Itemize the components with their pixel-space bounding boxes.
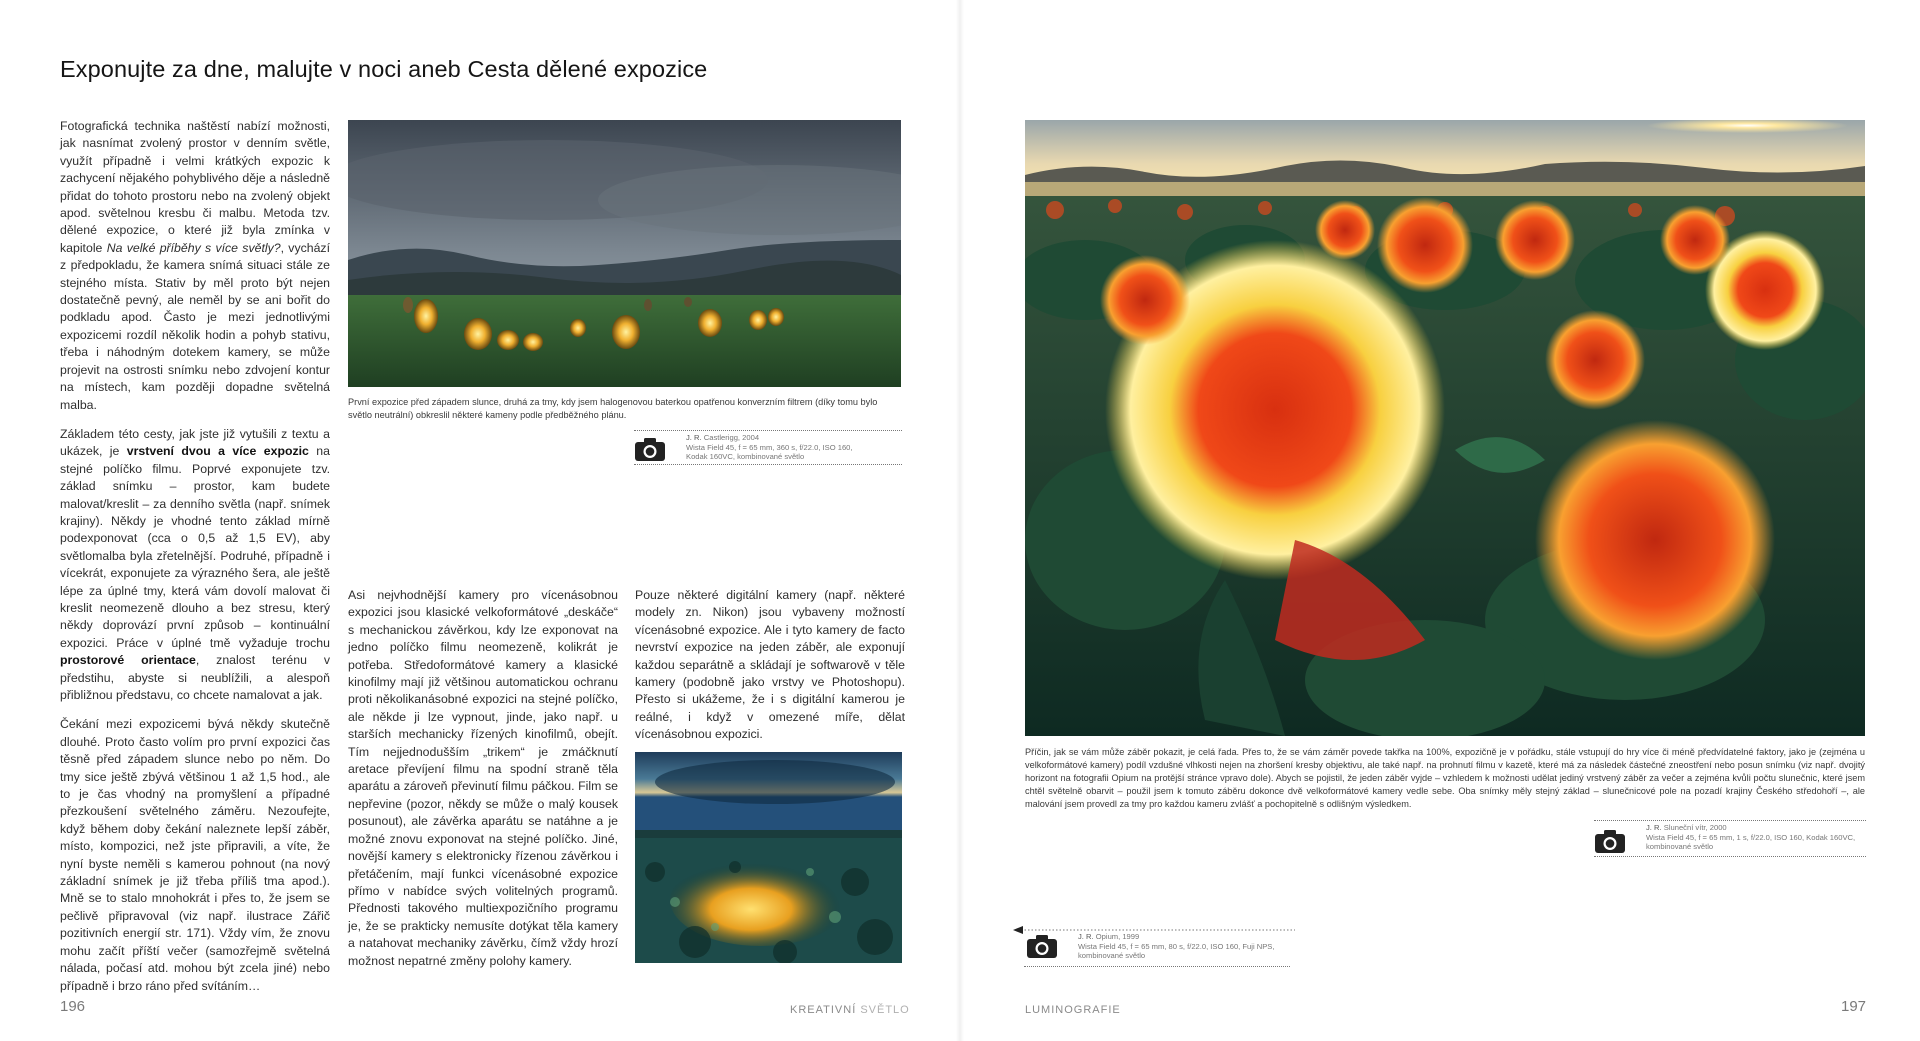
credit-title: Castlerigg, 2004 <box>703 433 760 442</box>
footer-word: KREATIVNÍ <box>790 1004 857 1016</box>
divider <box>1594 820 1866 821</box>
page-number-left: 196 <box>60 998 86 1015</box>
photo-sunflowers <box>1025 120 1865 736</box>
divider <box>1594 856 1866 857</box>
credit-settings: Wista Field 45, f = 65 mm, 80 s, f/22.0, ISO 160, Fuji NPS, <box>1078 941 1275 951</box>
credit-text <box>1078 932 1274 961</box>
footer-word: SVĚTLO <box>860 1004 910 1016</box>
italic-text: Na velké příběhy s více světly? <box>106 240 281 255</box>
bold-text: prostorové orientace <box>60 653 196 668</box>
text-run: Fotografická technika naštěstí nabízí možnosti, jak nasnímat zvolený prostor v denním světle, využít případně i velmi krátkých expozic k zachycení nějakého pohyblivého děje a následně přidat do tohoto prostoru nebo na zvolený objekt apod. světelnou kresbu či malbu. Metoda tzv. dělené expozice, o které již byla zmínka v kapitole <box>60 119 330 255</box>
page-number-right: 197 <box>1841 998 1867 1015</box>
credit-film: kombinované světlo <box>1078 951 1146 961</box>
credit-text <box>1646 823 1855 852</box>
photo-credit <box>1594 820 1866 860</box>
camera-icon <box>1594 828 1626 854</box>
text-column-3: Pouze některé digitální kamery (např. některé modely zn. Nikon) jsou vybaveny možností vícenásobné expozice. Ale i tyto kamery de facto nevrství expozice na jeden záběr, ale exponují každou separátně a skládají je softwarově v těle kamery (podobně jako vrstvy ve Photoshopu). Přesto si ukážeme, že i s digitální kamerou je reálné, i když v omezené míře, dělat vícenásobnou expozici. <box>635 588 905 742</box>
text-column-2: Asi nejvhodnější kamery pro vícenásobnou expozici jsou klasické velkoformátové „deskáče“ s mechanickou závěrkou, kdy lze exponovat na jedno políčko filmu neomezeně, kolikrát je potřeba. Středoformátové kamery a klasické kinofilmy mají již většinou automatickou ochranu proti několikanásobné expozici na stejné políčko, ale někde ji lze vypnout, jinde, jako např. u starších mechanicky řízených kinofilmů, obejít. Tím nejjednodušším „trikem“ je zmáčknutí aretace převíjení filmu na spodní straně těla aparátu a zároveň převinutí filmu páčkou. Film se nepřevine (pozor, někdy se může o malý kousek posunout), ale závěrka aparátu se natáhne a je možné znovu exponovat na stejné políčko. Jiné, novější kamery s elektronicky řízenou závěrkou i přetáčením, mají funkci vícenásobné expozice přímo v nabídce svých volitelných programů. Přednosti takového multiexpozičního programu je, že se prakticky nemusíte dotýkat těla kamery a natahovat mechaniky závěrku, čímž vždy hrozí možnost nepatrné změny polohy kamery. <box>348 588 618 968</box>
credit-author: J. R. <box>686 433 702 442</box>
credit-title: Opium, 1999 <box>1095 932 1140 941</box>
camera-icon <box>1026 933 1058 959</box>
text-run: Základem této cesty, jak jste již vytušili z textu a ukázek, je <box>60 426 330 459</box>
text-run: Čekání mezi expozicemi bývá někdy skutečně dlouhé. Proto často volím pro první expozici čas těsně před západem slunce nebo po něm. Do tmy sice ještě zbývá většinou 1 až 1,5 hod., ale to je čas vhodný na promyšlení a případné přezkoušení světelného záměru. Nezoufejte, když během doby čekání naleznete lepší záběr, místo, kompozici, než jste připravili, a víte, že nyní byste neměli s kamerou pohnout (na nový základní snímek je již třeba příliš tma apod.). Mně se to stalo mnohokrát i přes to, že jsem se pečlivě připravoval (viz např. ilustrace Zářič pozitivních energií str. 171). Vždy vím, že znovu mohu začít příští večer (samozřejmě světelná nálada, počasí atd. mohou být zcela jiné) nebo případně i brzo ráno před svítáním… <box>60 717 330 993</box>
credit-settings: Wista Field 45, f = 65 mm, 360 s, f/22.0, ISO 160, <box>686 442 853 452</box>
photo-credit <box>1018 924 1290 968</box>
credit-title: Sluneční vítr, 2000 <box>1663 823 1727 832</box>
credit-film: kombinované světlo <box>1646 842 1714 852</box>
text-run: na stejné políčko filmu. Poprvé exponujete tzv. základ snímku – prostor, kam budete malovat/kreslit – za denního světla (např. snímek krajiny). Někdy je vhodné tento základ mírně podexponovat (cca o 0,5 až 1,5 EV), aby světlomalba byla zřetelnější. Podruhé, případně i vícekrát, exponujete za výrazného šera, ale ještě lépe za úplné tmy, která vám dovolí malovat či kreslit neomezeně dlouho a bez stresu, který někdy doprovází první způsob – kontinuální expozici. Práce v úplné tmě vyžaduje trochu <box>60 444 330 650</box>
text-run: , znalost terénu v předstihu, abyste si neublížili, a alespoň přibližnou představu, co chcete namalovat a jak. <box>60 653 330 702</box>
bold-text: vrstvení dvou a více expozic <box>126 444 309 459</box>
credit-film: Kodak 160VC, kombinované světlo <box>686 452 805 462</box>
credit-author: J. R. <box>1646 823 1662 832</box>
divider <box>1024 966 1290 967</box>
page-title: Exponujte za dne, malujte v noci aneb Cesta dělené expozice <box>60 56 708 82</box>
running-footer-right: LUMINOGRAFIE <box>1025 1004 1121 1016</box>
credit-author: J. R. <box>1078 932 1094 941</box>
photo-caption: Příčin, jak se vám může záběr pokazit, je celá řada. Přes to, že se vám záměr povede takřka na 100%, expozičně je v pořádku, stále vstupují do hry více či méně předvídatelné faktory, jako je (zejména u velkoformátové kamery) podíl vzdušné vlhkosti nejen na zhoršení kresby objektivu, ale také např. na prohnutí filmu v kazetě, které má za následek částečné zneostření nebo posun snímku (viz např. dvojitý horizont na fotografii Opium na protější stránce vpravo dole). Abych se pojistil, že jeden záběr vyjde – vzhledem k možnosti udělat jediný vrstvený záběr za večer a zejména kvůli počtu slunečnic, které jsem chtěl světelně obarvit – použil jsem k tomuto záběru dokonce dvě velkoformátové kamery vedle sebe. Oba snímky měly stejný základ – slunečnicové pole na pozadí krajiny Českého středohoří –, ale malování jsem provedl za tmy pro každou kameru zvlášť a pochopitelně s odlišným výsledkem. <box>1025 747 1865 809</box>
credit-settings: Wista Field 45, f = 65 mm, 1 s, f/22.0, ISO 160, Kodak 160VC, <box>1646 832 1856 842</box>
photo-caption: První expozice před západem slunce, druhá za tmy, kdy jsem halogenovou baterkou opatřenou konverzním filtrem (díky tomu bylo světlo neutrální) obkreslil některé kameny podle předběžného plánu. <box>348 397 878 420</box>
text-run: , vychází z předpokladu, že kamera snímá situaci stále ze stejného místa. Stativ by měl proto být nejen dostatečně pevný, ale neměl by se ani bořit do podkladu apod. Často je mezi jednotlivými expozicemi rozdíl několik hodin a pohyb stativu, třeba i náhodným dotekem kamery, se může projevit na ostrosti snímku nebo zdvojení kontur na místech, kam později dopadne světelná malba. <box>60 240 330 412</box>
